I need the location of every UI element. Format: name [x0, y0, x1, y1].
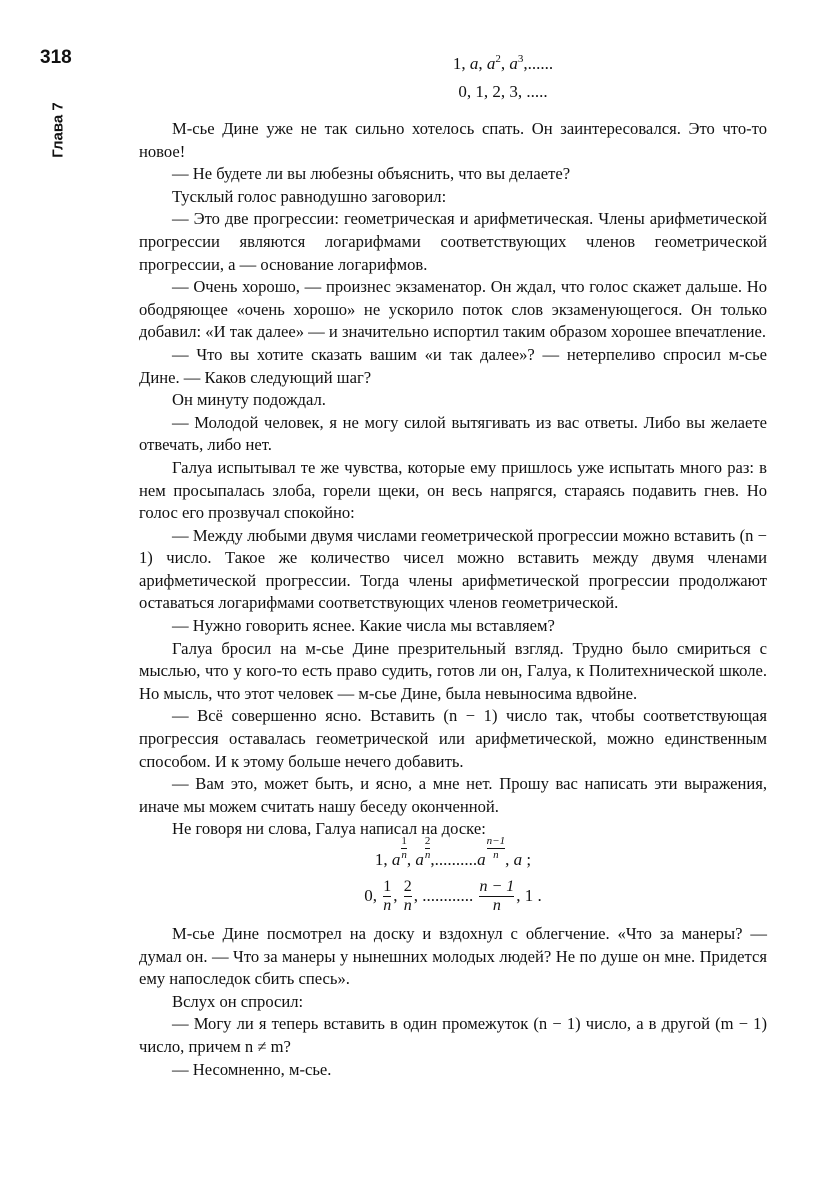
paragraph: М-сье Дине уже не так сильно хотелось спать. Он заинтересовался. Это что-то новое! [139, 119, 767, 161]
formula-ellipsis: ,...... [523, 54, 554, 73]
formula-separator: , [461, 54, 470, 73]
exponent-denominator: n [424, 849, 431, 861]
paragraph: Вслух он спросил: [172, 991, 304, 1011]
formula-end: , 1 . [516, 886, 542, 906]
page-number: 318 [40, 47, 72, 68]
formula-ellipsis: , ............ [413, 886, 474, 906]
exponent-numerator: 1 [401, 835, 407, 847]
formula-term: a [509, 54, 518, 73]
paragraph: — Очень хорошо, — произнес экзаменатор. Он ждал, что голос скажет дальше. Но ободряющее «очень хорошо» не ускорило поток слов экзаменующегося. Он только добавил: «И так далее» — и значительно испортил таким образом хорошее впечатление. [139, 277, 767, 342]
paragraph: Галуа испытывал те же чувства, которые ему пришлось уже испытать много раз: в нем просыпалась злоба, горели щеки, он весь напрягся, стараясь подавить гнев. Но голос его прозвучал спокойно: [139, 457, 767, 523]
paragraph: Не говоря ни слова, Галуа написал на доске: [172, 819, 486, 839]
paragraph: — Нужно говорить яснее. Какие числа мы вставляем? [172, 616, 555, 636]
formula-fraction [404, 878, 412, 915]
formula-separator: , [478, 54, 487, 73]
fraction-numerator: n − 1 [479, 878, 515, 895]
formula-term: 1 [374, 850, 384, 870]
formula-fraction-exponent [401, 836, 407, 861]
fraction-denominator: n [492, 897, 501, 914]
exponent-numerator: n−1 [486, 835, 506, 847]
fraction-denominator: n [383, 897, 392, 914]
paragraph: — Могу ли я теперь вставить в один промежуток (n − 1) число, а в другой (m − 1) число, причем n ≠ m? [139, 1014, 767, 1056]
text-block-b [139, 923, 767, 1081]
formula-geometric-series [239, 50, 767, 106]
paragraph: — Не будете ли вы любезны объяснить, что вы делаете? [172, 164, 571, 184]
text-block-a [139, 118, 767, 841]
formula-base: a [391, 850, 401, 870]
paragraph: Галуа бросил на м-сье Дине презрительный взгляд. Трудно было смириться с мыслью, что у кого-то есть право судить, готов ли он, Галуа, к Политехнической школе. Но мысль, что этот человек — м-сье Дине, была невыносима вдвойне. [139, 638, 767, 703]
formula-row-1 [239, 50, 767, 78]
formula-geometric-interpolation: 1 , a 1 n , a 2 n ,.......... a n−1 n , a ; [139, 847, 767, 872]
paragraph: — Между любыми двумя числами геометрической прогрессии можно вставить (n − 1) число. Такое же количество чисел можно вставить между двумя членами арифметической прогрессии. Тогда члены арифметической прогрессии продолжают оставаться логарифмами соответствующих членов геометрической. [139, 525, 767, 613]
exponent-denominator: n [493, 849, 499, 861]
formula-exponent: 3 [517, 53, 524, 65]
formula-fraction-exponent [425, 836, 431, 861]
formula-fraction [479, 878, 514, 915]
paragraph: — Всё совершенно ясно. Вставить (n − 1) число так, чтобы соответствующая прогрессия оставалась геометрической или арифметической, можно единственным способом. И к этому больше нечего добавить. [139, 706, 767, 771]
formula-power [391, 835, 407, 872]
formula-separator: , [500, 54, 510, 73]
formula-base: a [415, 850, 424, 870]
formula-fraction [383, 878, 391, 915]
paragraph: — Молодой человек, я не могу силой вытягивать из вас ответы. Либо вы желаете отвечать, либо нет. [139, 412, 767, 455]
exponent-denominator: n [401, 849, 407, 861]
formula-base: a [477, 850, 486, 870]
exponent-numerator: 2 [424, 835, 431, 847]
paragraph: Он минуту подождал. [172, 390, 326, 410]
formula-end: ; [526, 850, 532, 870]
chapter-label: Глава 7 [49, 102, 67, 158]
formula-power [415, 835, 431, 872]
formula-fraction-exponent [487, 836, 505, 861]
fraction-numerator: 2 [403, 878, 412, 895]
paragraph: Тусклый голос равнодушно заговорил: [172, 186, 447, 206]
formula-term: a [469, 54, 479, 73]
formula-exponent: 2 [495, 53, 501, 65]
paragraph: — Несомненно, м-сье. [172, 1059, 332, 1079]
fraction-numerator: 1 [383, 878, 392, 895]
paragraph: — Вам это, может быть, и ясно, а мне нет. Прошу вас написать эти выражения, иначе мы можем считать нашу беседу оконченной. [139, 774, 767, 816]
formula-power [477, 835, 506, 872]
paragraph: — Это две прогрессии: геометрическая и арифметическая. Члены арифметической прогрессии являются логарифмами соответствующих членов геометрической прогрессии, a — основание логарифмов. [139, 209, 767, 274]
formula-ellipsis: ,.......... [430, 850, 478, 870]
page-body [139, 50, 767, 1081]
formula-term: 1 [452, 54, 462, 73]
formula-separator: , [505, 850, 510, 870]
formula-term: a [513, 850, 523, 870]
formula-row-2: 0, 1, 2, 3, ..... [458, 82, 548, 101]
formula-term: a [486, 54, 496, 73]
formula-arithmetic-interpolation: 0, $\frac{1}{n}$ , $\frac{2}{n}$ , ............ $\frac{n - 1}{n}$ , 1 . [364, 878, 542, 914]
fraction-denominator: n [403, 897, 412, 914]
paragraph: — Что вы хотите сказать вашим «и так далее»? — нетерпеливо спросил м-сье Дине. — Каков следующий шаг? [139, 344, 767, 387]
formula-term: 0, [364, 886, 377, 906]
paragraph: М-сье Дине посмотрел на доску и вздохнул с облегчение. «Что за манеры? — думал он. — Что за манеры у нынешних молодых людей? Не по душе он мне. Придется ему напоследок сбить спесь». [139, 924, 767, 989]
